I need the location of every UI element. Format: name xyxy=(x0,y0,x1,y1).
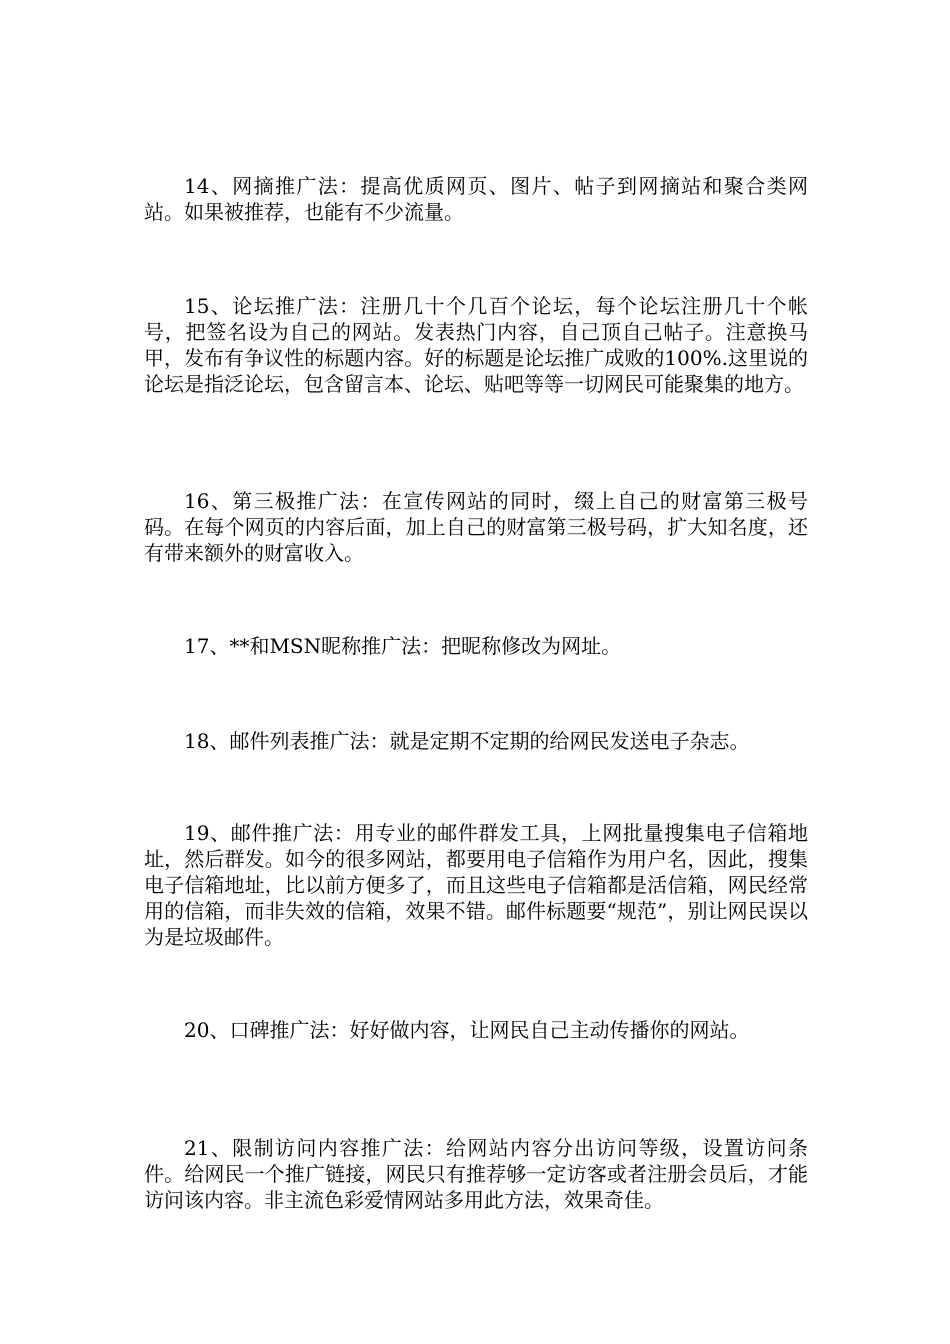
paragraph-15: 15、论坛推广法：注册几十个几百个论坛，每个论坛注册几十个帐号，把签名设为自己的网站。发表热门内容，自己顶自己帖子。注意换马甲，发布有争议性的标题内容。好的标题是论坛推广成败的100%.这里说的论坛是指泛论坛，包含留言本、论坛、贴吧等等一切网民可能聚集的地方。 xyxy=(144,294,808,396)
paragraph-17: 17、**和MSN昵称推广法：把昵称修改为网址。 xyxy=(184,634,622,658)
paragraph-21: 21、限制访问内容推广法：给网站内容分出访问等级，设置访问条件。给网民一个推广链接，网民只有推荐够一定访客或者注册会员后，才能访问该内容。非主流色彩爱情网站多用此方法，效果奇佳。 xyxy=(144,1136,808,1212)
paragraph-14: 14、网摘推广法：提高优质网页、图片、帖子到网摘站和聚合类网站。如果被推荐，也能有不少流量。 xyxy=(144,174,808,224)
paragraph-20: 20、口碑推广法：好好做内容，让网民自己主动传播你的网站。 xyxy=(184,1018,750,1042)
paragraph-18: 18、邮件列表推广法：就是定期不定期的给网民发送电子杂志。 xyxy=(184,729,750,753)
paragraph-16: 16、第三极推广法：在宣传网站的同时，缀上自己的财富第三极号码。在每个网页的内容后面，加上自己的财富第三极号码，扩大知名度，还有带来额外的财富收入。 xyxy=(144,489,808,565)
paragraph-19: 19、邮件推广法：用专业的邮件群发工具，上网批量搜集电子信箱地址，然后群发。如今的很多网站，都要用电子信箱作为用户名，因此，搜集电子信箱地址，比以前方便多了，而且这些电子信箱都是活信箱，网民经常用的信箱，而非失效的信箱，效果不错。邮件标题要“规范”，别让网民误以为是垃圾邮件。 xyxy=(144,821,808,949)
